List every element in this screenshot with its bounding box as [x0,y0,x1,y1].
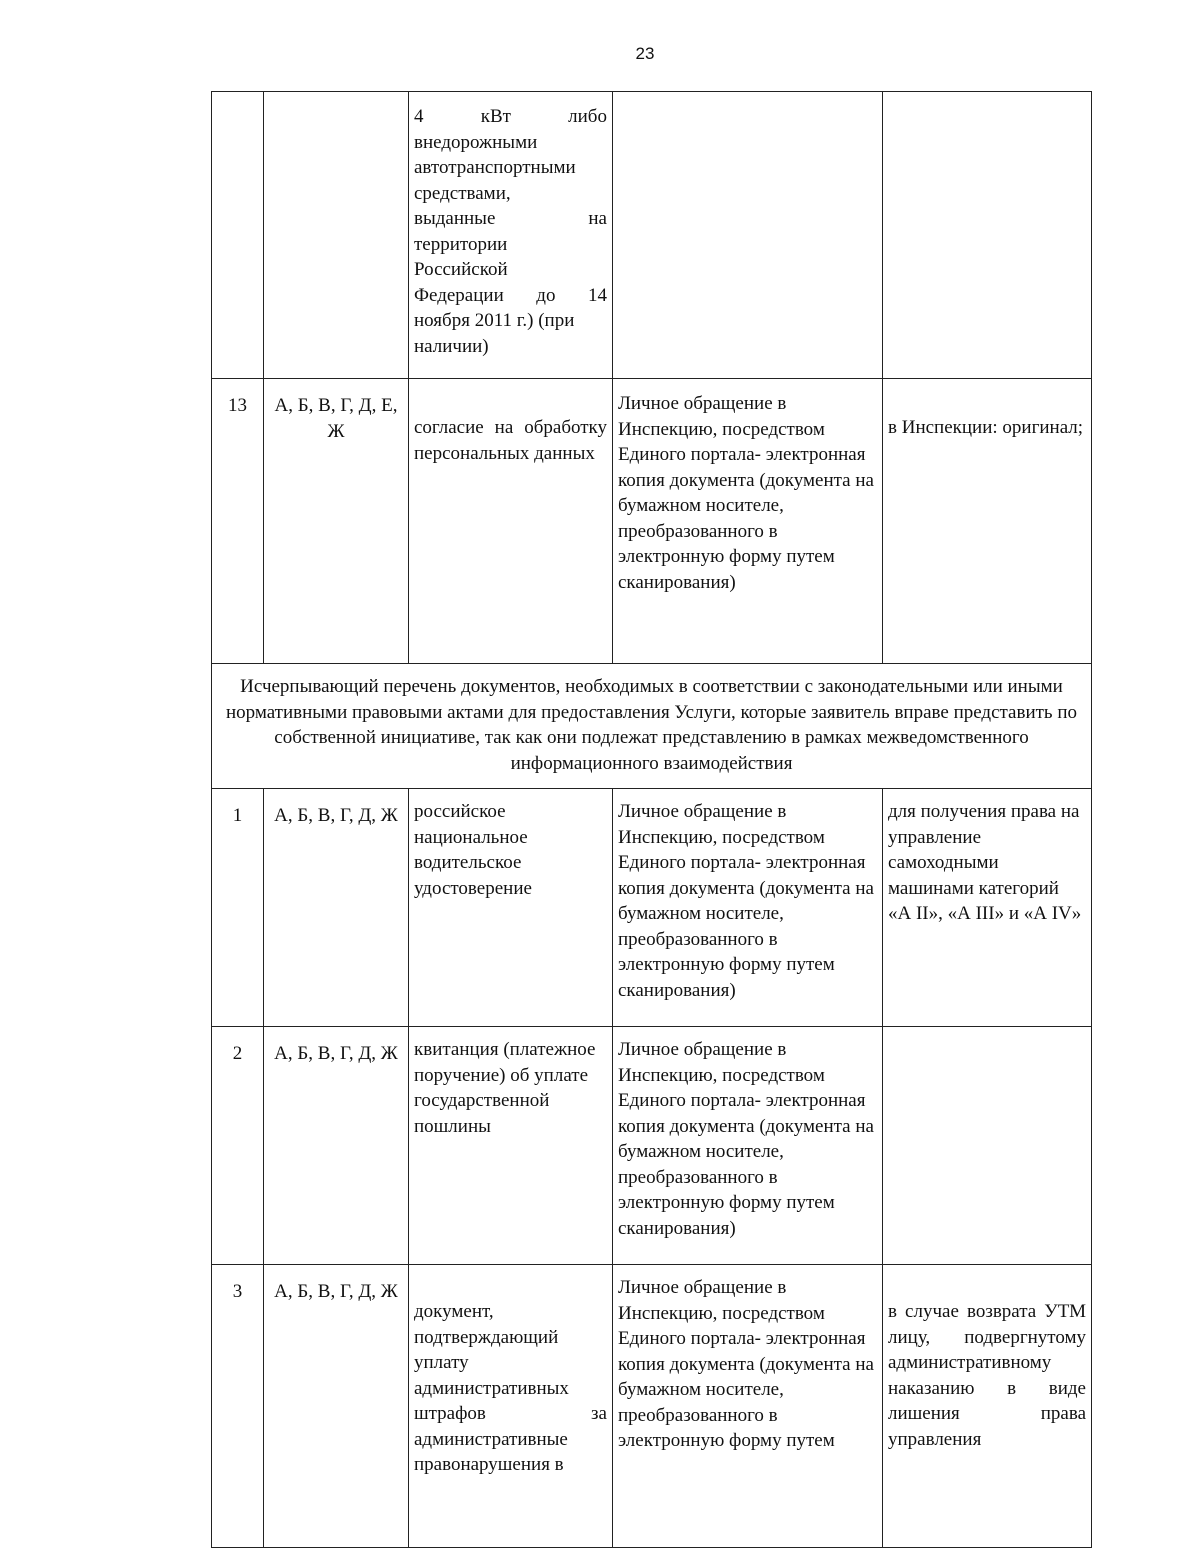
cell-document: документ, подтверждающий уплату административных штрафов за административные правонарушения в [409,1265,613,1548]
doc-line-part: выданные [414,208,496,229]
cell-method: Личное обращение в Инспекцию, посредством Единого портала- электронная копия документа (документа на бумажном носителе, преобразованного в электронную форму путем сканирования) [613,1027,883,1265]
doc-line: ноября 2011 г.) (при [414,310,575,331]
table-row [212,789,1092,1027]
cell-method: Личное обращение в Инспекцию, посредством Единого портала- электронная копия документа (документа на бумажном носителе, преобразованного в электронную форму путем [613,1265,883,1548]
cell-number [212,92,264,379]
cell-note [883,1027,1092,1265]
cell-note: в Инспекции: оригинал; [883,379,1092,664]
cell-categories: А, Б, В, Г, Д, Е, Ж [264,379,409,664]
cell-categories [264,92,409,379]
doc-line-part: на [588,208,607,229]
documents-table [211,91,1092,1548]
doc-line: территории [414,233,508,255]
cell-document: согласие на обработку персональных данных [409,379,613,664]
table-row [212,1265,1092,1548]
cell-document: российское национальное водительское удостоверение [409,789,613,1027]
section-heading: Исчерпывающий перечень документов, необходимых в соответствии с законодательными или иными нормативными правовыми актами для предоставления Услуги, которые заявитель вправе представить по собственной инициативе, так как они подлежат представлению в рамках межведомственного информационного взаимодействия [212,664,1092,789]
section-heading-row [212,664,1092,789]
cell-number: 2 [212,1027,264,1265]
cell-note: для получения права на управление самоходными машинами категорий «А II», «А III» и «А IV» [883,789,1092,1027]
cell-method: Личное обращение в Инспекцию, посредством Единого портала- электронная копия документа (документа на бумажном носителе, преобразованного в электронную форму путем сканирования) [613,789,883,1027]
page-number: 23 [635,44,655,63]
cell-number: 3 [212,1265,264,1548]
doc-line-part: 14 [588,284,607,306]
table-row [212,1027,1092,1265]
cell-method [613,92,883,379]
doc-line-part: кВт [480,106,511,127]
doc-line: наличии) [414,335,489,357]
cell-note [883,92,1092,379]
doc-line: внедорожными [414,131,538,153]
doc-line [414,283,607,309]
doc-line [414,104,607,130]
doc-line [414,206,607,232]
cell-categories: А, Б, В, Г, Д, Ж [264,1027,409,1265]
cell-categories: А, Б, В, Г, Д, Ж [264,1265,409,1548]
cell-document [409,92,613,379]
cell-document: квитанция (платежное поручение) об уплате государственной пошлины [409,1027,613,1265]
doc-line: автотранспортными [414,157,576,178]
cell-number: 1 [212,789,264,1027]
cell-note: в случае возврата УТМ лицу, подвергнутому административному наказанию в виде лишения права управления [883,1265,1092,1548]
doc-line-part: 4 [414,106,424,127]
cell-method: Личное обращение в Инспекцию, посредством Единого портала- электронная копия документа (документа на бумажном носителе, преобразованного в электронную форму путем сканирования) [613,379,883,664]
doc-line: Российской [414,259,508,280]
doc-line-part: Федерации [414,284,504,306]
table-row [212,379,1092,664]
cell-categories: А, Б, В, Г, Д, Ж [264,789,409,1027]
doc-line: средствами, [414,182,511,204]
table-row-continuation [212,92,1092,379]
doc-line-part: до [536,284,556,306]
cell-number: 13 [212,379,264,664]
doc-line-part: либо [568,106,607,127]
